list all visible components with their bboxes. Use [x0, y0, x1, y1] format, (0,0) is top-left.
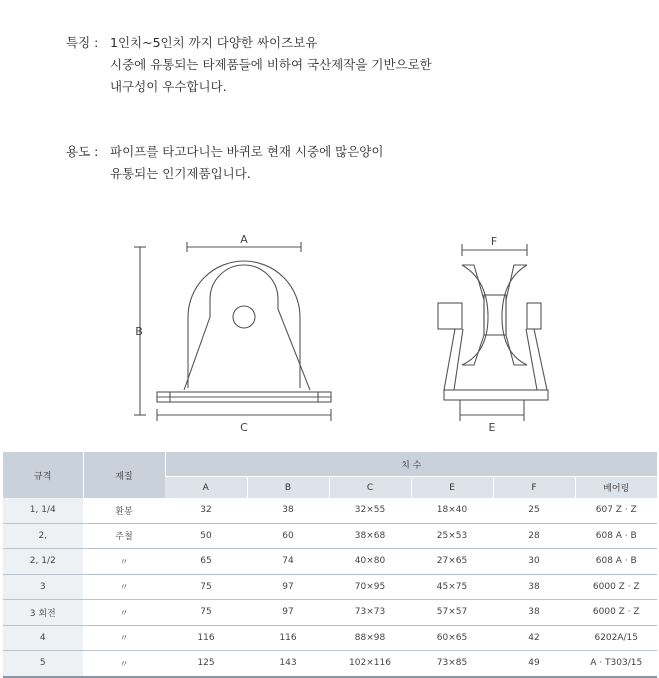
cell-bearing: A · T303/15 — [575, 651, 657, 677]
front-view — [134, 242, 331, 421]
side-bracket-right — [534, 329, 547, 390]
usage-section — [66, 141, 383, 185]
cell-material: 〃 — [83, 600, 165, 626]
side-wheel-right — [506, 265, 527, 365]
cell-spec: 2, 1/2 — [3, 549, 83, 575]
spec-table — [3, 452, 657, 678]
header-dimensions: 치 수 — [165, 452, 657, 477]
table-row — [3, 625, 657, 651]
cell-b: 60 — [247, 523, 329, 549]
cell-spec: 5 — [3, 651, 83, 677]
cell-bearing: 6202A/15 — [575, 625, 657, 651]
cell-f: 25 — [493, 498, 575, 523]
cell-f: 38 — [493, 600, 575, 626]
cell-f: 38 — [493, 574, 575, 600]
cell-e: 25×53 — [411, 523, 493, 549]
cell-e: 60×65 — [411, 625, 493, 651]
cell-material: 〃 — [83, 549, 165, 575]
cell-f: 30 — [493, 549, 575, 575]
header-col-bearing: 베어링 — [575, 477, 657, 499]
cell-b: 74 — [247, 549, 329, 575]
cell-b: 97 — [247, 600, 329, 626]
cell-bearing: 608 A · B — [575, 549, 657, 575]
table-row — [3, 549, 657, 575]
technical-drawing — [0, 225, 659, 440]
cell-c: 102×116 — [329, 651, 411, 677]
cell-a: 125 — [165, 651, 247, 677]
cell-c: 70×95 — [329, 574, 411, 600]
dim-b-label: B — [135, 325, 143, 338]
cell-spec: 1, 1/4 — [3, 498, 83, 523]
table-row — [3, 574, 657, 600]
side-bracket-left — [444, 329, 455, 390]
header-col-c: C — [329, 477, 411, 499]
cell-spec: 3 — [3, 574, 83, 600]
cell-a: 65 — [165, 549, 247, 575]
table-row — [3, 498, 657, 523]
cell-bearing: 608 A · B — [575, 523, 657, 549]
cell-e: 73×85 — [411, 651, 493, 677]
side-wheel-left — [462, 265, 484, 365]
side-nut-right — [527, 303, 541, 329]
cell-b: 143 — [247, 651, 329, 677]
cell-material: 환봉 — [83, 498, 165, 523]
cell-e: 57×57 — [411, 600, 493, 626]
cell-a: 75 — [165, 574, 247, 600]
cell-e: 45×75 — [411, 574, 493, 600]
cell-c: 32×55 — [329, 498, 411, 523]
cell-bearing: 607 Z · Z — [575, 498, 657, 523]
cell-c: 40×80 — [329, 549, 411, 575]
usage-label: 용도 : — [66, 144, 99, 159]
features-label: 특징 : — [66, 35, 99, 50]
cell-e: 27×65 — [411, 549, 493, 575]
header-col-f: F — [493, 477, 575, 499]
cell-bearing: 6000 Z · Z — [575, 600, 657, 626]
cell-bearing: 6000 Z · Z — [575, 574, 657, 600]
dim-f-label: F — [490, 235, 498, 248]
cell-a: 50 — [165, 523, 247, 549]
dim-c-label: C — [240, 421, 248, 434]
dim-a-label: A — [240, 233, 248, 246]
usage-line-2: 유통되는 인기제품입니다. — [110, 166, 251, 181]
features-line-2: 시중에 유통되는 타제품들에 비하여 국산제작을 기반으로한 — [110, 57, 432, 72]
cell-spec: 4 — [3, 625, 83, 651]
cell-material: 주철 — [83, 523, 165, 549]
cell-a: 32 — [165, 498, 247, 523]
front-wheel-outline — [188, 261, 300, 388]
cell-c: 73×73 — [329, 600, 411, 626]
cell-a: 75 — [165, 600, 247, 626]
cell-spec: 2, — [3, 523, 83, 549]
cell-b: 97 — [247, 574, 329, 600]
header-col-e: E — [411, 477, 493, 499]
features-section — [66, 32, 432, 98]
header-spec: 규격 — [3, 452, 83, 498]
features-line-3: 내구성이 우수합니다. — [110, 79, 227, 94]
side-view — [438, 244, 548, 421]
cell-material: 〃 — [83, 625, 165, 651]
cell-spec: 3 회전 — [3, 600, 83, 626]
front-axle-hole — [233, 306, 255, 328]
side-nut-left — [438, 303, 462, 329]
cell-b: 38 — [247, 498, 329, 523]
table-row — [3, 651, 657, 677]
side-base-plate — [444, 390, 548, 400]
front-bracket-right — [278, 309, 310, 390]
cell-f: 28 — [493, 523, 575, 549]
cell-c: 38×68 — [329, 523, 411, 549]
cell-a: 116 — [165, 625, 247, 651]
front-bracket-top — [210, 265, 278, 309]
cell-f: 49 — [493, 651, 575, 677]
usage-line-1: 파이프를 타고다니는 바퀴로 현재 시중에 많은양이 — [110, 144, 384, 159]
header-col-a: A — [165, 477, 247, 499]
cell-b: 116 — [247, 625, 329, 651]
table-row — [3, 600, 657, 626]
features-line-1: 1인치~5인치 까지 다양한 싸이즈보유 — [110, 35, 318, 50]
cell-material: 〃 — [83, 651, 165, 677]
table-row — [3, 523, 657, 549]
cell-e: 18×40 — [411, 498, 493, 523]
header-material: 재질 — [83, 452, 165, 498]
cell-material: 〃 — [83, 574, 165, 600]
dim-e-label: E — [488, 421, 496, 434]
cell-c: 88×98 — [329, 625, 411, 651]
header-col-b: B — [247, 477, 329, 499]
cell-f: 42 — [493, 625, 575, 651]
